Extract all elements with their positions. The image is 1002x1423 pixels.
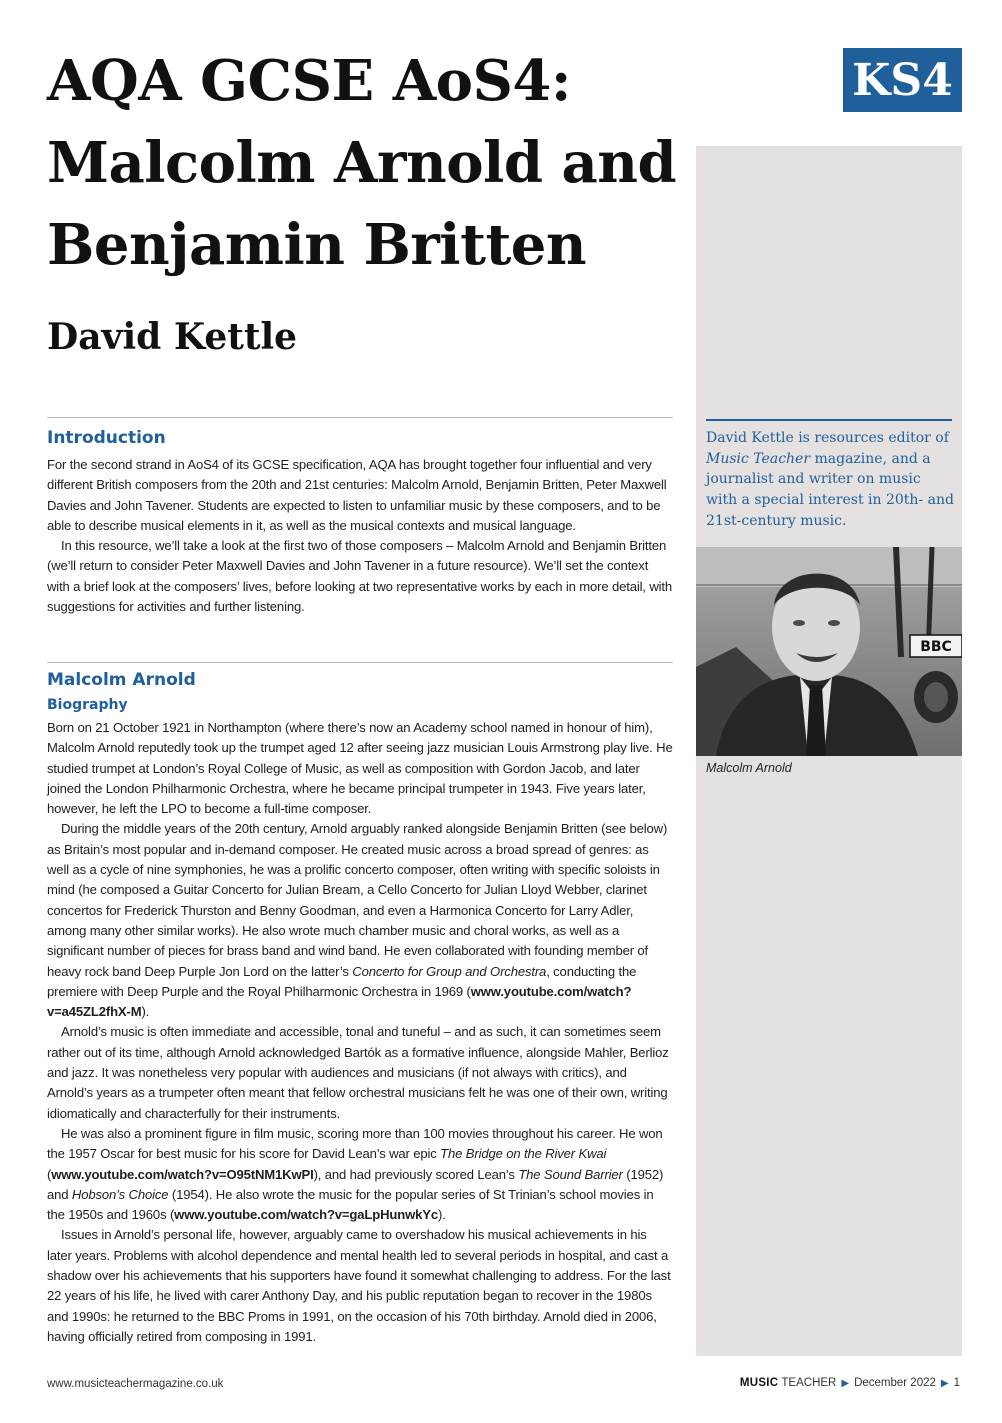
text-run: During the middle years of the 20th century, Arnold arguably ranked alongside Benjamin Britten (see below) as Britain’s most popular and in-demand composer. He created music across a broad spread of genres: as well as a cycle of nine symphonies, he was a prolific concerto composer, often writing with specific soloists in mind (he composed a Guitar Concerto for Julian Bream, a Cello Concerto for Julian Lloyd Webber, clarinet concertos for Frederick Thurston and Benny Goodman, and even a Harmonica Concerto for Larry Adler, among many other similar works). He also wrote much chamber music and choral works, as well as a significant number of pieces for brass band and wind band. He even collaborated with founding member of heavy rock band Deep Purple Jon Lord on the latter’s xyxy=(47,821,668,979)
author-name: David Kettle xyxy=(47,316,298,358)
film-title: The Sound Barrier xyxy=(518,1166,623,1182)
bbc-sign: BBC xyxy=(920,639,952,655)
text-run: , conducting the premiere with Deep Purple and the Royal Philharmonic Orchestra in 1969 ( xyxy=(47,963,637,999)
biography-paragraph: Arnold’s music is often immediate and accessible, tonal and tuneful – and as such, it can sometimes seem rather out of its time, although Arnold acknowledged Bartók as a formative influence, alongside Mahler, Berlioz and jazz. It was nonetheless very popular with audiences and musicians (if not always with critics), and Arnold’s years as a trumpeter often meant that fellow orchestral musicians felt he was one of their own, writing idiomatically and characterfully for their instruments. xyxy=(47,1024,669,1121)
footer-website-link[interactable]: www.musicteachermagazine.co.uk xyxy=(47,1378,224,1390)
biography-paragraph: Born on 21 October 1921 in Northampton (where there’s now an Academy school named in honour of him), Malcolm Arnold reputedly took up the trumpet aged 12 after seeing jazz musician Louis Armstrong play live. He studied trumpet at London’s Royal College of Music, as well as composition with Gordon Jacob, and later joined the London Philharmonic Orchestra, where he became principal trumpeter in 1943. Five years later, however, he left the LPO to become a full-time composer. xyxy=(47,720,673,817)
malcolm-arnold-heading: Malcolm Arnold xyxy=(47,670,196,690)
film-title: Hobson’s Choice xyxy=(71,1186,169,1202)
text-run: ), and had previously scored Lean’s xyxy=(313,1166,519,1182)
triangle-right-icon: ▶ xyxy=(841,1377,850,1389)
biography-body xyxy=(47,718,673,1347)
photo-caption: Malcolm Arnold xyxy=(706,761,792,775)
author-bio-magazine: Music Teacher xyxy=(706,450,811,467)
page-number: 1 xyxy=(953,1377,960,1389)
youtube-link[interactable]: www.youtube.com/watch?v=a45ZL2fhX-M xyxy=(47,983,632,1020)
text-run: He was also a prominent figure in film music, scoring more than 100 movies throughout his career. He won the 1957 Oscar for best music for his score for David Lean’s war epic xyxy=(47,1125,663,1162)
biography-paragraph: Issues in Arnold’s personal life, however, arguably came to overshadow his musical achievements in his later years. Problems with alcohol dependence and mental health led to several periods in hospital, and cast a shadow over his achievements that his supporters have found it somewhat challenging to address. For the last 22 years of his life, he lived with carer Anthony Day, and his public reputation began to recover in the 1980s and 1990s: he returned to the BBC Proms in 1991, on the occasion of his 70th birthday. Arnold died in 2006, having officially retired from composing in 1991. xyxy=(47,1227,671,1344)
section-divider xyxy=(47,417,673,418)
footer-magazine-info xyxy=(740,1377,960,1389)
title-line-3: Benjamin Britten xyxy=(47,212,587,278)
title-line-1: AQA GCSE AoS4: xyxy=(47,48,572,114)
magazine-name-bold: MUSIC xyxy=(739,1377,779,1389)
section-divider xyxy=(47,662,673,663)
text-run: ( xyxy=(47,1166,52,1182)
work-title: Concerto for Group and Orchestra xyxy=(352,963,547,979)
text-run: ). xyxy=(141,1004,150,1020)
magazine-name xyxy=(740,1377,837,1389)
magazine-name-rest: TEACHER xyxy=(781,1377,837,1389)
youtube-link[interactable]: www.youtube.com/watch?v=gaLpHunwkYc xyxy=(174,1207,438,1223)
introduction-paragraph: In this resource, we’ll take a look at the first two of those composers – Malcolm Arnold and Benjamin Britten (we’ll return to consider Peter Maxwell Davies and John Tavener in a future resource). We’ll set the context with a brief look at the composers’ lives, before looking at two representative works by each in more detail, with suggestions for activities and further listening. xyxy=(47,538,673,615)
film-title: The Bridge on the River Kwai xyxy=(440,1146,607,1162)
introduction-heading: Introduction xyxy=(47,428,166,448)
biography-paragraph xyxy=(47,819,673,1022)
text-run: (1954). He also wrote the music for the popular series of St Trinian’s school movies in the 1950s and 1960s ( xyxy=(47,1186,654,1223)
biography-subheading: Biography xyxy=(47,697,128,713)
portrait-illustration xyxy=(696,547,962,756)
text-run: (1952) and xyxy=(47,1166,664,1202)
document-title xyxy=(47,40,687,286)
issue-date: December 2022 xyxy=(854,1377,936,1389)
triangle-right-icon: ▶ xyxy=(940,1377,949,1389)
text-run: ). xyxy=(438,1207,446,1223)
introduction-body xyxy=(47,455,673,617)
biography-paragraph xyxy=(47,1124,673,1225)
malcolm-arnold-photo xyxy=(696,547,962,756)
sidebar-divider xyxy=(706,419,952,421)
author-bio xyxy=(706,428,956,532)
introduction-paragraph: For the second strand in AoS4 of its GCSE specification, AQA has brought together four influential and very different British composers from the 20th and 21st centuries: Malcolm Arnold, Benjamin Britten, Peter Maxwell Davies and John Tavener. Students are expected to listen to unfamiliar music by these composers, and to be able to describe musical elements in it, as well as the musical contexts and musical language. xyxy=(47,457,667,533)
title-line-2: Malcolm Arnold and xyxy=(47,130,677,196)
author-bio-text-1: David Kettle is resources editor of xyxy=(706,430,949,446)
author-bio-text-2: magazine, and a journalist and writer on music with a special interest in 20th- and 21st-century music. xyxy=(706,450,954,529)
youtube-link[interactable]: www.youtube.com/watch?v=O95tNM1KwPI xyxy=(51,1166,314,1182)
key-stage-badge: KS4 xyxy=(843,48,962,112)
